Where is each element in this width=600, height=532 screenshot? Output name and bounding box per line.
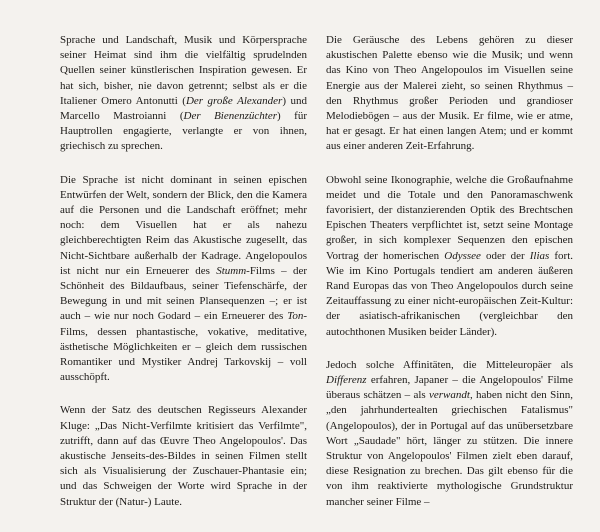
italic-title: Stumm	[216, 264, 247, 277]
italic-title: Differenz	[326, 374, 367, 387]
italic-title: Odyssee	[444, 249, 481, 262]
paragraph: Sprache und Landschaft, Musik und Körpersprache seiner Heimat sind ihm die vielfältig sprudelnden Quellen seiner künstlerischen Inspiration gewesen. Er hat sich, bisher, nie davon getrennt; selbst als er die Italiener Omero Antonutti (Der große Alexander) und Marcello Mastroianni (Der Bienenzüchter) für Hauptrollen engagierte, verlangte er von ihnen, griechisch zu sprechen.	[60, 34, 307, 153]
paragraph: Jedoch solche Affinitäten, die Mitteleuropäer als Differenz erfahren, Japaner – die Angelopoulos' Filme überaus schätzen – als verwandt, haben nicht den Sinn, „den jahrhundertealten griechischen Fatalismus" (Angelopoulos), der in Portugal auf das unübersetzbare Wort „Saudade" hört, länger zu stützen. Die innere Struktur von Angelopoulos' Filmen zielt eben darauf, diese Resignation zu brechen. Das gilt ebenso für die von ihm reaktivierte mythologische Grundstruktur mancher seiner Filme –	[326, 358, 573, 508]
paragraph: Die Geräusche des Lebens gehören zu dieser akustischen Palette ebenso wie die Musik; und wenn das Kino von Theo Angelopoulos im Visuellen seine Energie aus der Malerei zieht, so seinen Rhythmus – den Rhythmus großer Perioden und grandioser Melodiebögen – aus der Musik. Er filme, wie er atme, hat er gesagt. Er hat einen langen Atem; und er kommt aus einer anderen Zeit-Erfahrung.	[326, 34, 573, 153]
paragraph: Die Sprache ist nicht dominant in seinen epischen Entwürfen der Welt, sondern der Blick, den die Kamera auf die Personen und die Landschaft eröffnet; mehr noch: dem Visuellen hat er als nahezu gleichberechtigten Reim das Akustische zugesellt, das Nicht-Sichtbare außerhalb der Kadrage. Angelopoulos ist nicht nur ein Erneuerer des Stumm-Films – der Schönheit des Bildaufbaus, seiner Tiefenschärfe, der Bewegung in und mit seinen Plansequenzen –; er ist auch – wie nur noch Godard – ein Erneuerer des Ton-Films, dessen phantastische, vokative, meditative, ästhetische Möglichkeiten er – gleich dem russischen Romantiker und Mystiker Andrej Tarkovskij – voll ausschöpft.	[60, 173, 307, 384]
italic-title: Der große Alexander	[185, 94, 283, 107]
paragraph: Obwohl seine Ikonographie, welche die Großaufnahme meidet und die Totale und den Panoramaschwenk favorisiert, der distanzierenden Optik des Brechtschen Epischen Theaters verpflichtet ist, setzt seine Montage großer, in sich komplexer Sequenzen den epischen Vortrag der homerischen Odyssee oder der Ilias fort. Wie im Kino Portugals tendiert am anderen äußeren Rand Europas das von Theo Angelopoulos durch seine Zeitauffassung zu einer nicht-europäischen Zeit-Kultur: der asiatisch-afrikanischen (vergleichbar den autochthonen Musiken beider Länder).	[326, 173, 574, 338]
italic-title: Der Bienenzüchter	[183, 110, 278, 123]
italic-title: Ton	[287, 310, 304, 323]
paragraph: Wenn der Satz des deutschen Regisseurs Alexander Kluge: „Das Nicht-Verfilmte kritisiert das Verfilmte", zutrifft, dann auf das Œuvre Theo Angelopoulos'. Das akustische Jenseits-des-Bildes in seinen Filmen stellt sich als Visualisierung der Zuschauer-Phantasie ein; und das Schweigen der Worte wird Sprache in der Struktur der (Natur-) Laute.	[60, 404, 307, 508]
right-column	[326, 33, 573, 510]
italic-title: Ilias	[529, 249, 550, 262]
italic-title: verwandt	[429, 389, 470, 402]
left-column	[60, 33, 307, 510]
